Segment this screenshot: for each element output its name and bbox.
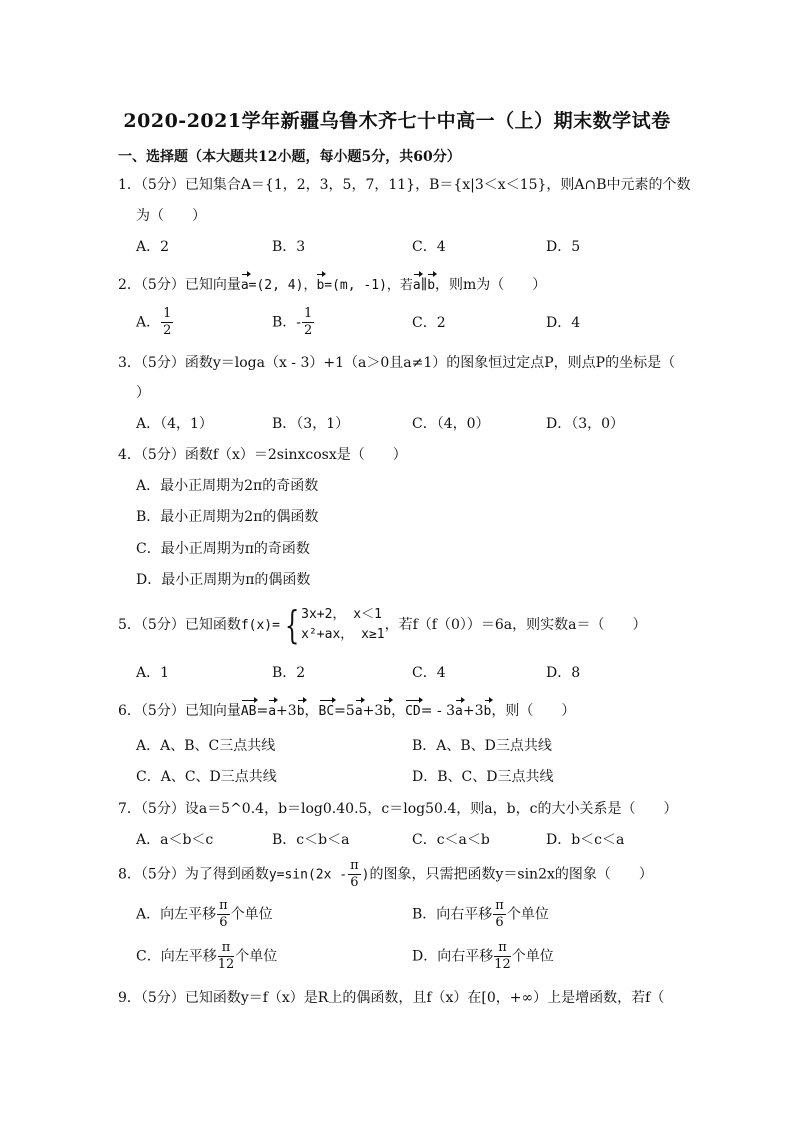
q4-option-a: A．最小正周期为2π的奇函数: [136, 478, 319, 494]
q2-stem: [118, 275, 546, 296]
q5-piece-1: 3x+2， x＜1: [301, 607, 382, 622]
q3-option-d: D．（3，0）: [546, 416, 625, 432]
section-heading: 一、选择题（本大题共12小题，每小题5分，共60分）: [118, 149, 461, 165]
q2-option-b-label: B．-: [272, 314, 302, 331]
q6-ab-eq: =: [256, 703, 269, 719]
q6-sep2: ，: [391, 703, 406, 719]
q8-prefix: 8．（5分）为了得到函数: [118, 866, 269, 883]
q6-vector-ab: AB: [241, 702, 257, 722]
piecewise-brace: {: [284, 603, 300, 647]
q8-option-a-label: A．向左平移: [136, 906, 217, 923]
fraction-denominator: 12: [217, 957, 235, 972]
q2-option-a: [136, 306, 174, 339]
q1-stem-line1: 1．（5分）已知集合A＝{1，2，3，5，7，11}，B＝{x|3＜x＜15}，则A∩B中元素的个数: [118, 177, 691, 193]
q1-option-a: A．2: [136, 239, 170, 255]
q6-ab-b: b: [297, 702, 305, 722]
q1-option-c: C．4: [412, 239, 446, 255]
q6-stem: [118, 701, 575, 722]
q2-a-value: =(2, 4)，: [248, 278, 317, 293]
fraction-numerator: π: [495, 898, 504, 913]
q2-suffix: ，则m为（ ）: [435, 277, 547, 293]
q7-option-a: A．a＜b＜c: [136, 832, 214, 848]
fraction-numerator: π: [350, 858, 359, 873]
q6-cd-b: b: [484, 702, 492, 722]
fraction-numerator: π: [218, 940, 235, 957]
q6-bc-b: b: [383, 702, 391, 722]
q1-option-b: B．3: [272, 239, 306, 255]
q3-option-c: C．（4，0）: [412, 416, 490, 432]
exam-title: 2020-2021学年新疆乌鲁木齐七十中高一（上）期末数学试卷: [123, 110, 671, 132]
q7-option-d: D．b＜c＜a: [546, 832, 625, 848]
q4-option-c: C．最小正周期为π的奇函数: [136, 541, 310, 557]
fraction-denominator: 6: [219, 915, 228, 930]
q8-option-d-label: D．向右平移: [412, 948, 494, 965]
q6-prefix: 6．（5分）已知向量: [118, 703, 241, 719]
q5-prefix: 5．（5分）已知函数: [118, 617, 241, 633]
q3-option-a: A．（4，1）: [136, 416, 213, 432]
q8-function-end: ): [361, 867, 370, 883]
q2-option-a-label: A．: [136, 314, 161, 331]
q2-option-c: C．2: [412, 315, 446, 331]
q6-bc-plus: +3: [362, 703, 384, 719]
q8-option-b: [412, 898, 549, 931]
q5-option-d: D．8: [546, 665, 581, 681]
q8-option-c-label: C．向左平移: [136, 948, 217, 965]
q5-option-b: B．2: [272, 665, 306, 681]
q1-stem-line2: 为（ ）: [136, 208, 206, 224]
q6-option-c: C．A、C、D三点共线: [136, 769, 277, 785]
q2-option-b-fraction: [302, 306, 314, 339]
q2-prefix: 2．（5分）已知向量: [118, 277, 241, 293]
q6-sep1: ，: [304, 703, 319, 719]
fraction-numerator: π: [494, 940, 511, 957]
q2-option-d: D．4: [546, 315, 581, 331]
q2-cond-vector-a: a: [413, 276, 421, 296]
q6-bc-eq: =5: [334, 703, 355, 719]
q9-stem: 9．（5分）已知函数y＝f（x）是R上的偶函数，且f（x）在[0，+∞）上是增函数，若f（: [118, 990, 665, 1006]
q5-option-a: A．1: [136, 665, 170, 681]
q8-pi-fraction: [348, 858, 361, 891]
q6-suffix: ，则（ ）: [491, 703, 576, 719]
q2-b-value: =(m, -1)，若: [324, 278, 413, 293]
q6-option-d: D．B、C、D三点共线: [412, 769, 554, 785]
q3-option-b: B．（3，1）: [272, 416, 350, 432]
q5-option-c: C．4: [412, 665, 446, 681]
q8-option-b-fraction: [493, 898, 506, 931]
q8-function: y=sin(2x -: [268, 867, 348, 883]
q8-option-d-fraction: [494, 940, 511, 973]
q2-option-a-fraction: [161, 306, 173, 339]
q6-option-a: A．A、B、C三点共线: [136, 738, 276, 754]
q7-stem: 7．（5分）设a＝5^0.4，b＝log0.40.5，c＝log50.4，则a，b，c的大小关系是（ ）: [118, 801, 678, 817]
q6-ab-plus: +3: [276, 703, 297, 719]
fraction-denominator: 6: [495, 915, 504, 930]
q6-cd-plus: +3: [462, 703, 484, 719]
q8-option-d-suffix: 个单位: [511, 948, 554, 965]
q6-bc-a: a: [355, 702, 363, 722]
q2-vector-b: b: [316, 276, 324, 296]
q7-option-b: B．c＜b＜a: [272, 832, 350, 848]
q1-option-d: D．5: [546, 239, 581, 255]
q8-option-d: [412, 940, 554, 973]
q4-option-b: B．最小正周期为2π的偶函数: [136, 509, 319, 525]
q5-piece-2: x²+ax， x≥1: [301, 627, 385, 642]
q8-option-a-suffix: 个单位: [230, 906, 273, 923]
q3-stem-line1: 3．（5分）函数y＝loga（x - 3）+1（a＞0且a≠1）的图象恒过定点P，则点P的坐标是（: [118, 355, 676, 371]
q5-stem: [118, 604, 646, 647]
q8-option-c: [136, 940, 277, 973]
q8-option-c-fraction: [218, 940, 235, 973]
fraction-numerator: 1: [304, 306, 313, 321]
fraction-numerator: 1: [163, 306, 172, 321]
fraction-numerator: π: [219, 898, 228, 913]
q4-stem: 4．（5分）函数f（x）＝2sinxcosx是（ ）: [118, 447, 407, 463]
q6-vector-cd: CD: [405, 702, 421, 722]
q5-piecewise: [301, 605, 384, 645]
fraction-denominator: 2: [304, 323, 313, 338]
q8-option-c-suffix: 个单位: [235, 948, 278, 965]
q5-suffix: ，若f（f（0））＝6a，则实数a＝（ ）: [384, 617, 647, 633]
fraction-denominator: 6: [350, 875, 359, 890]
q2-cond-vector-b: b: [427, 276, 435, 296]
q2-parallel-symbol: ∥: [420, 277, 428, 293]
q6-ab-a: a: [268, 702, 276, 722]
q8-stem: [118, 858, 653, 891]
fraction-denominator: 2: [163, 323, 172, 338]
q6-vector-bc: BC: [319, 702, 335, 722]
q4-option-d: D．最小正周期为π的偶函数: [136, 572, 311, 588]
q6-option-b: B．A、B、D三点共线: [412, 738, 552, 754]
q8-option-b-suffix: 个单位: [506, 906, 549, 923]
q8-option-a: [136, 898, 273, 931]
q8-option-a-fraction: [217, 898, 230, 931]
q7-option-c: C．c＜a＜b: [412, 832, 490, 848]
q6-cd-a: a: [455, 702, 463, 722]
q8-suffix: 的图象，只需把函数y＝sin2x的图象（ ）: [369, 866, 653, 883]
q2-vector-a: a: [241, 276, 249, 296]
q8-option-b-label: B．向右平移: [412, 906, 493, 923]
fraction-denominator: 12: [494, 957, 511, 972]
q5-function-name: f(x)=: [240, 618, 280, 633]
q2-option-b: [272, 306, 315, 339]
q3-stem-line2: ）: [136, 385, 150, 401]
q6-cd-eq: = - 3: [420, 703, 456, 719]
